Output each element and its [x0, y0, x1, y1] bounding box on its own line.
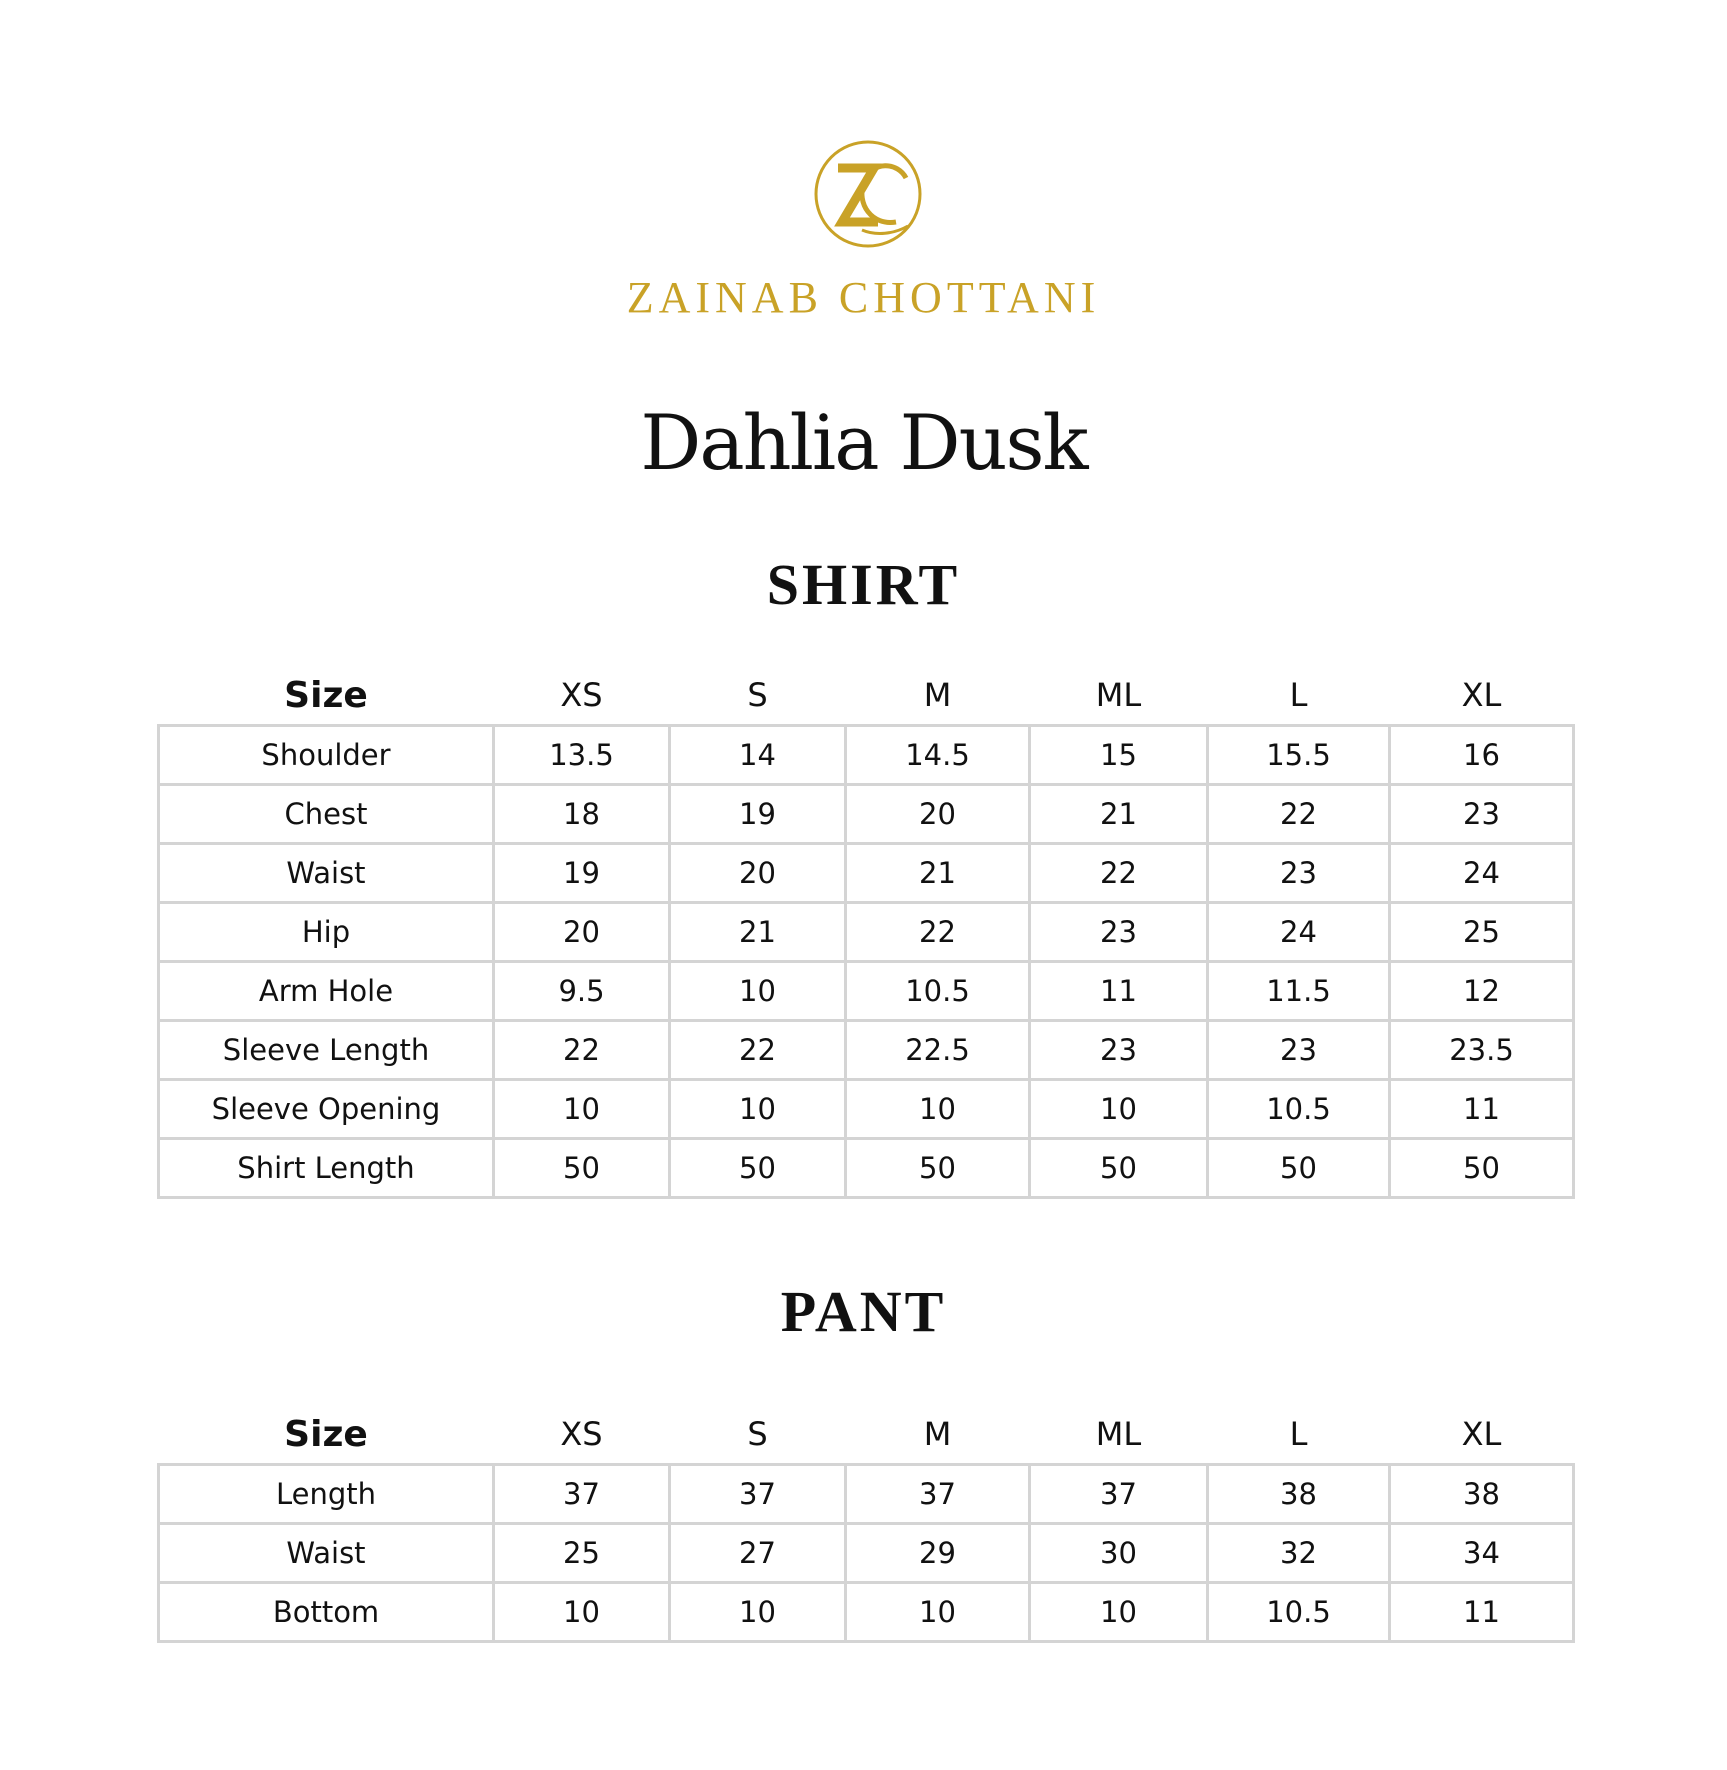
table-cell: 10: [846, 1583, 1030, 1642]
table-row: [159, 1021, 1574, 1080]
product-title: Dahlia Dusk: [640, 398, 1087, 487]
table-row: [159, 1524, 1574, 1583]
table-row: [159, 844, 1574, 903]
table-cell: 22: [670, 1021, 846, 1080]
table-cell: 19: [670, 785, 846, 844]
table-cell: 10: [494, 1583, 670, 1642]
table-cell: 11.5: [1208, 962, 1390, 1021]
table-cell: 23.5: [1390, 1021, 1574, 1080]
size-header-xs: XS: [560, 676, 603, 714]
table-cell: 10: [670, 1080, 846, 1139]
shirt-header-row: [159, 666, 1574, 726]
table-cell: 20: [494, 903, 670, 962]
size-header-s: S: [747, 1415, 768, 1453]
table-cell: 12: [1390, 962, 1574, 1021]
shirt-section-title: SHIRT: [766, 552, 961, 617]
table-row: [159, 903, 1574, 962]
row-label: Shirt Length: [159, 1139, 494, 1198]
size-header-m: M: [923, 1415, 952, 1453]
table-cell: 10: [846, 1080, 1030, 1139]
row-label: Waist: [159, 844, 494, 903]
table-cell: 22.5: [846, 1021, 1030, 1080]
table-cell: 10.5: [1208, 1080, 1390, 1139]
size-header-xl: XL: [1461, 1415, 1502, 1453]
pant-size-table: [157, 1405, 1575, 1643]
table-row: [159, 1080, 1574, 1139]
row-label: Arm Hole: [159, 962, 494, 1021]
table-row: [159, 962, 1574, 1021]
table-row: [159, 726, 1574, 785]
table-cell: 27: [670, 1524, 846, 1583]
table-cell: 50: [1030, 1139, 1208, 1198]
table-cell: 37: [846, 1465, 1030, 1524]
table-cell: 16: [1390, 726, 1574, 785]
row-label: Length: [159, 1465, 494, 1524]
row-label: Sleeve Length: [159, 1021, 494, 1080]
table-cell: 30: [1030, 1524, 1208, 1583]
size-header-label: Size: [284, 674, 368, 716]
table-cell: 23: [1390, 785, 1574, 844]
size-header-xl: XL: [1461, 676, 1502, 714]
table-cell: 11: [1390, 1080, 1574, 1139]
zc-monogram-icon: [812, 138, 924, 250]
table-cell: 10.5: [846, 962, 1030, 1021]
table-cell: 21: [846, 844, 1030, 903]
row-label: Bottom: [159, 1583, 494, 1642]
table-cell: 22: [846, 903, 1030, 962]
size-header-m: M: [923, 676, 952, 714]
size-header-s: S: [747, 676, 768, 714]
table-cell: 10: [1030, 1583, 1208, 1642]
brand-name: ZAINAB CHOTTANI: [626, 273, 1101, 322]
table-cell: 50: [494, 1139, 670, 1198]
table-cell: 37: [494, 1465, 670, 1524]
table-cell: 37: [1030, 1465, 1208, 1524]
size-header-xs: XS: [560, 1415, 603, 1453]
table-cell: 18: [494, 785, 670, 844]
table-cell: 25: [494, 1524, 670, 1583]
row-label: Shoulder: [159, 726, 494, 785]
size-header-label: Size: [284, 1413, 368, 1455]
row-label: Hip: [159, 903, 494, 962]
table-cell: 10: [670, 962, 846, 1021]
table-cell: 20: [846, 785, 1030, 844]
table-cell: 10: [1030, 1080, 1208, 1139]
table-cell: 11: [1390, 1583, 1574, 1642]
table-row: [159, 1139, 1574, 1198]
table-cell: 14.5: [846, 726, 1030, 785]
table-cell: 13.5: [494, 726, 670, 785]
size-header-l: L: [1289, 1415, 1308, 1453]
row-label: Chest: [159, 785, 494, 844]
table-cell: 21: [1030, 785, 1208, 844]
table-row: [159, 785, 1574, 844]
table-cell: 22: [1030, 844, 1208, 903]
table-cell: 50: [1390, 1139, 1574, 1198]
pant-section-title: PANT: [780, 1279, 947, 1344]
table-cell: 11: [1030, 962, 1208, 1021]
table-cell: 15.5: [1208, 726, 1390, 785]
table-cell: 21: [670, 903, 846, 962]
table-cell: 20: [670, 844, 846, 903]
table-cell: 24: [1208, 903, 1390, 962]
table-cell: 29: [846, 1524, 1030, 1583]
size-header-ml: ML: [1095, 676, 1142, 714]
table-cell: 32: [1208, 1524, 1390, 1583]
table-cell: 15: [1030, 726, 1208, 785]
table-cell: 10: [494, 1080, 670, 1139]
table-cell: 9.5: [494, 962, 670, 1021]
row-label: Sleeve Opening: [159, 1080, 494, 1139]
table-cell: 10.5: [1208, 1583, 1390, 1642]
table-cell: 23: [1030, 903, 1208, 962]
table-cell: 50: [1208, 1139, 1390, 1198]
size-header-ml: ML: [1095, 1415, 1142, 1453]
table-cell: 50: [670, 1139, 846, 1198]
table-cell: 37: [670, 1465, 846, 1524]
table-cell: 19: [494, 844, 670, 903]
shirt-size-table: [157, 666, 1575, 1199]
table-cell: 22: [1208, 785, 1390, 844]
table-cell: 23: [1208, 1021, 1390, 1080]
pant-header-row: [159, 1405, 1574, 1465]
table-cell: 50: [846, 1139, 1030, 1198]
table-cell: 10: [670, 1583, 846, 1642]
table-row: [159, 1465, 1574, 1524]
table-cell: 24: [1390, 844, 1574, 903]
table-cell: 34: [1390, 1524, 1574, 1583]
table-cell: 14: [670, 726, 846, 785]
table-cell: 23: [1030, 1021, 1208, 1080]
table-cell: 22: [494, 1021, 670, 1080]
size-header-l: L: [1289, 676, 1308, 714]
table-cell: 23: [1208, 844, 1390, 903]
table-row: [159, 1583, 1574, 1642]
table-cell: 38: [1208, 1465, 1390, 1524]
table-cell: 25: [1390, 903, 1574, 962]
row-label: Waist: [159, 1524, 494, 1583]
table-cell: 38: [1390, 1465, 1574, 1524]
